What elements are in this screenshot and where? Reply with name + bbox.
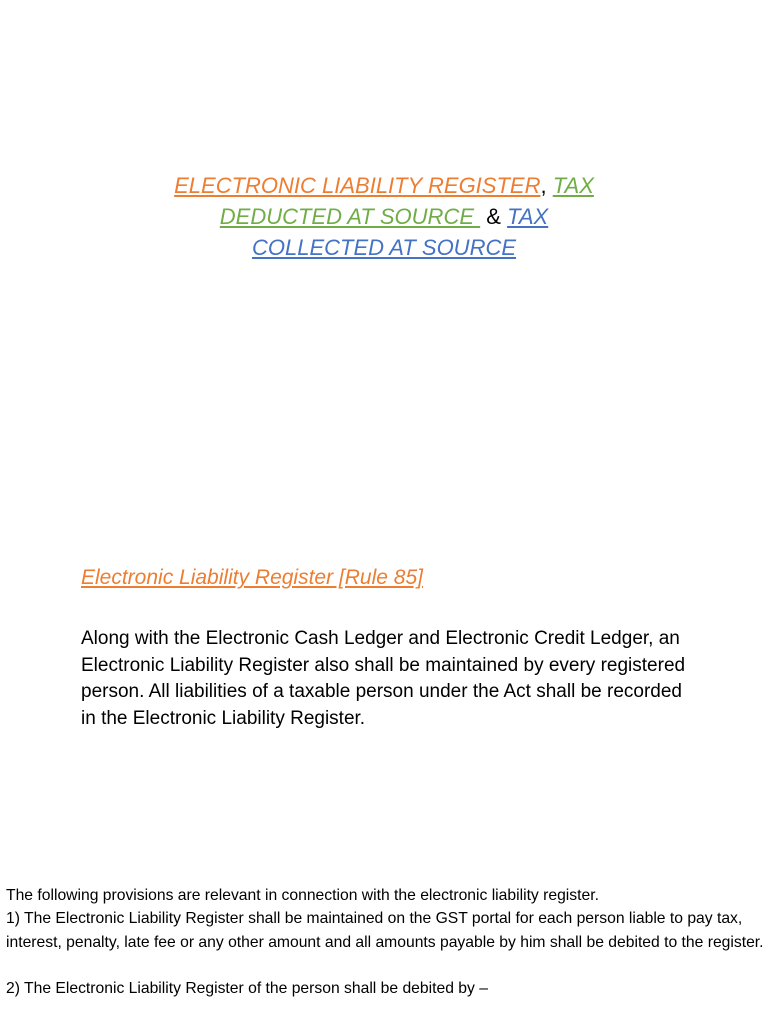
provisions-intro: The following provisions are relevant in connection with the electronic liability register. [6,887,599,904]
provisions-text [6,884,766,1000]
title-ampersand: & [486,204,501,229]
page-title [0,170,768,263]
title-tax-collected-first: TAX [507,204,549,229]
title-tax-deducted-first: TAX [552,173,594,198]
provisions-item-1: 1) The Electronic Liability Register shall be maintained on the GST portal for each person liable to pay tax, interest, penalty, late fee or any other amount and all amounts payable by him shall be debited to the register. [6,910,764,951]
title-electronic-liability-register: ELECTRONIC LIABILITY REGISTER [174,173,541,198]
provisions-item-2: 2) The Electronic Liability Register of the person shall be debited by – [6,979,488,997]
section-heading: Electronic Liability Register [Rule 85] [81,566,423,589]
title-deducted-at-source: DEDUCTED AT SOURCE [219,204,475,229]
title-comma: , [540,173,547,198]
title-collected-at-source: COLLECTED AT SOURCE [251,235,517,260]
section-body: Along with the Electronic Cash Ledger and Electronic Credit Ledger, an Electronic Liability Register also shall be maintained by every registered person. All liabilities of a taxable person under the Act shall be recorded in the Electronic Liability Register. [81,628,686,730]
